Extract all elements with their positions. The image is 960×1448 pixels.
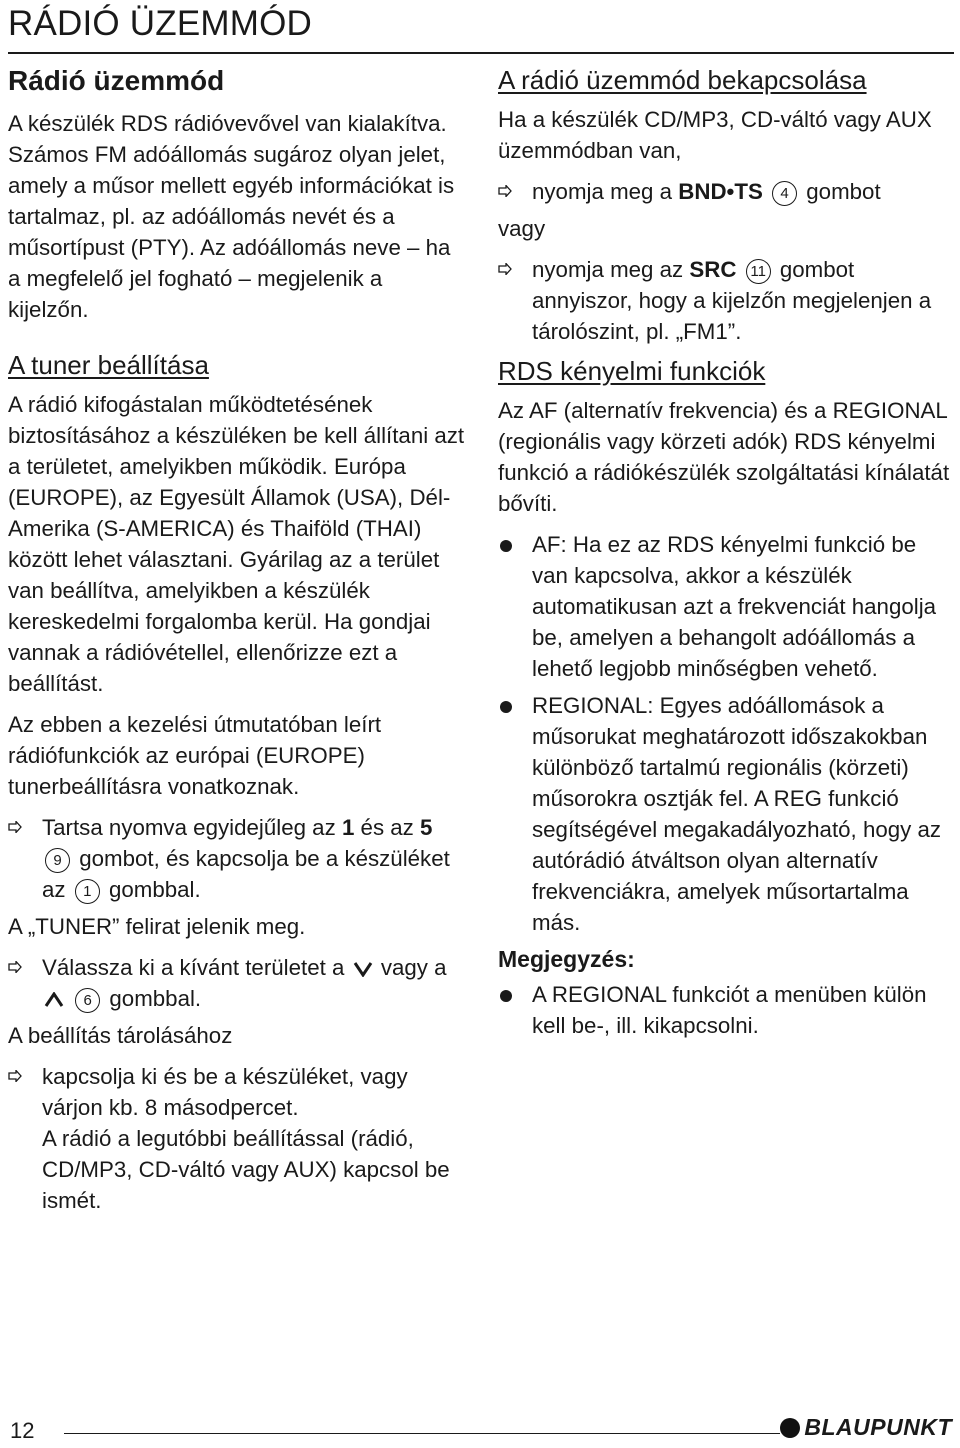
section-heading-tuner: A tuner beállítása (8, 350, 209, 380)
store-setting-text: A beállítás tárolásához (8, 1023, 233, 1048)
bullet-icon (500, 990, 512, 1002)
step-text: Válassza ki a kívánt területet a (42, 955, 351, 980)
instruction-step-restart (8, 1061, 466, 1216)
tuner-paragraph-2: Az ebben a kezelési útmutatóban leírt rádiófunkciók az európai (EUROPE) tunerbeállításra vonatkoznak. (8, 712, 382, 799)
footer-divider (64, 1433, 780, 1434)
brand-dot-icon (780, 1418, 800, 1438)
brand-logo (780, 1414, 952, 1441)
tuner-display-note: A „TUNER” felirat jelenik meg. (8, 914, 306, 939)
step-text: nyomja meg az (532, 257, 690, 282)
caret-down-icon (353, 961, 373, 977)
key-label-1: 1 (341, 815, 355, 840)
bullet-icon (500, 540, 512, 552)
step-text: gombot, és kapcsolja be a készüléket az (42, 846, 450, 902)
key-label-bnd-ts: BND•TS (678, 179, 763, 204)
arrow-step-icon (8, 821, 22, 833)
step-text: nyomja meg a (532, 179, 679, 204)
button-number-badge: 6 (75, 988, 100, 1013)
list-item-regional (498, 690, 954, 938)
arrow-step-icon (498, 263, 512, 275)
bullet-text: REGIONAL: Egyes adóállomások a műsorukat meghatározott időszakokban különböző tartalmú regionális (körzeti) műsorokra osztják fel. A REG funkció segítségével megakadályozható, hogy az autórádió átváltson olyan alternatív frekvenciákra, amelyek műsortartalma más. (532, 693, 942, 935)
page-title: RÁDIÓ ÜZEMMÓD (8, 4, 312, 43)
activate-intro: Ha a készülék CD/MP3, CD-váltó vagy AUX üzemmódban van, (498, 107, 932, 163)
key-label-src: SRC (689, 257, 737, 282)
right-column (498, 62, 954, 1047)
instruction-step-bnd-ts (498, 176, 954, 207)
button-number-badge: 4 (772, 181, 797, 206)
key-label-5: 5 (420, 815, 433, 840)
button-number-badge: 9 (45, 848, 70, 873)
instruction-step-select-area (8, 952, 466, 1014)
button-number-badge: 11 (746, 259, 771, 284)
step-text: vagy a (380, 955, 447, 980)
or-text: vagy (498, 216, 546, 241)
instruction-step-hold-keys (8, 812, 466, 905)
rds-intro: Az AF (alternatív frekvencia) és a REGIONAL (regionális vagy körzeti adók) RDS kényelmi funkció a rádiókészülék szolgáltatási kínálatát bővíti. (498, 398, 950, 516)
list-item-note (498, 979, 954, 1041)
bullet-icon (500, 701, 512, 713)
section-heading-activate-radio: A rádió üzemmód bekapcsolása (498, 65, 867, 95)
step-text: gombbal. (109, 986, 202, 1011)
button-number-badge: 1 (75, 879, 100, 904)
step-text: Tartsa nyomva egyidejűleg az (42, 815, 342, 840)
step-text: gombot (806, 179, 881, 204)
step-text: és az (354, 815, 421, 840)
caret-up-icon (44, 992, 64, 1008)
arrow-step-icon (8, 1070, 22, 1082)
arrow-step-icon (498, 185, 512, 197)
page-header (8, 4, 954, 54)
step-text: kapcsolja ki és be a készüléket, vagy várjon kb. 8 másodpercet. (42, 1064, 408, 1120)
instruction-step-src (498, 254, 954, 347)
left-column (8, 62, 466, 1222)
step-note: A rádió a legutóbbi beállítással (rádió, CD/MP3, CD-váltó vagy AUX) kapcsol be ismét. (42, 1126, 450, 1213)
note-heading: Megjegyzés: (498, 946, 635, 972)
section-title-radio-mode: Rádió üzemmód (8, 65, 225, 96)
arrow-step-icon (8, 961, 22, 973)
section-heading-rds: RDS kényelmi funkciók (498, 356, 766, 386)
bullet-text: AF: Ha ez az RDS kényelmi funkció be van kapcsolva, akkor a készülék automatikusan azt a frekvenciát hangolja be, amelyen a behangolt adóállomás a lehető legjobb minőségben vehető. (532, 532, 937, 681)
step-text: gombot annyiszor, hogy a kijelzőn megjelenjen a tárolószint, pl. „FM1”. (532, 257, 932, 344)
bullet-text: A REGIONAL funkciót a menüben külön kell be-, ill. kikapcsolni. (532, 982, 927, 1038)
brand-name: BLAUPUNKT (804, 1414, 952, 1440)
page-number: 12 (10, 1418, 35, 1443)
tuner-paragraph-1: A rádió kifogástalan működtetésének biztosításához a készüléken be kell állítani azt a területet, amelyikben működik. Európa (EUROPE), az Egyesült Államok (USA), Dél-Amerika (S-AMERICA) és Thaiföld (THAI) között lehet választani. Gyárilag az a terület van beállítva, amelyikben a készülék kereskedelmi forgalomba kerül. Ha gondjai vannak a rádióvétellel, ellenőrizze ezt a beállítást. (8, 392, 465, 696)
step-text: gombbal. (108, 877, 201, 902)
list-item-af (498, 529, 954, 684)
radio-intro-paragraph: A készülék RDS rádióvevővel van kialakítva. Számos FM adóállomás sugároz olyan jelet, amely a műsor mellett egyéb információkat is tartalmaz, pl. az adóállomás nevét és a műsortípust (PTY). Az adóállomás neve – ha a megfelelő jel fogható – megjelenik a kijelzőn. (8, 111, 455, 322)
